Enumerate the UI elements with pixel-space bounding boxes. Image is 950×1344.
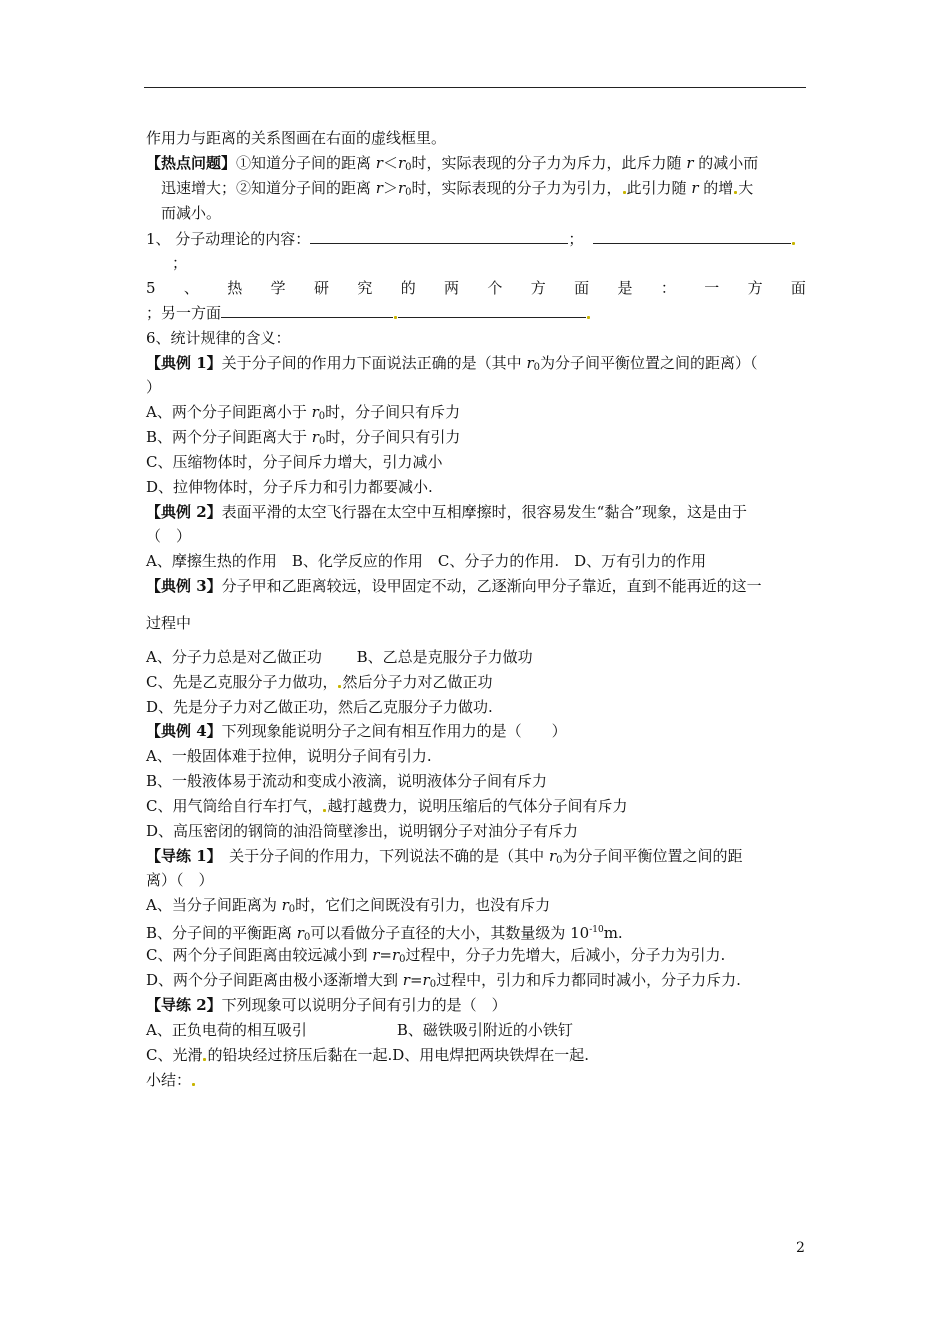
summary-line: 小结： bbox=[146, 1070, 196, 1090]
dl2-options-ab: A、正负电荷的相互吸引 B、磁铁吸引附近的小铁钉 bbox=[146, 1021, 573, 1039]
mark-dot bbox=[792, 242, 795, 245]
q5-char: 研 bbox=[313, 279, 329, 297]
dl2-options-cd: C、光滑 的铅块经过挤压后黏在一起.D、用电焊把两块铁焊在一起. bbox=[146, 1046, 590, 1064]
ex4-option-c: C、用气筒给自行车打气， 越打越费力，说明压缩后的气体分子间有斥力 bbox=[146, 797, 628, 815]
mark-dot bbox=[394, 316, 397, 319]
q5-char: 一 bbox=[704, 279, 720, 297]
mark-dot bbox=[734, 191, 737, 194]
dl1-cont: 离）（ ） bbox=[146, 871, 214, 889]
ex4-question: 【典例 4】下列现象能说明分子之间有相互作用力的是（ ） bbox=[146, 722, 567, 740]
q5-char: 究 bbox=[357, 279, 373, 297]
q5-char: 5 bbox=[146, 279, 156, 297]
q5-blank-1[interactable] bbox=[221, 304, 393, 318]
ex1-question: 【典例 1】关于分子间的作用力下面说法正确的是（其中 $r_0$为分子间平衡位置之间的距离）（ bbox=[146, 354, 758, 373]
dl1-option-b: B、分子间的平衡距离 $r_0$可以看做分子直径的大小，其数量级为 $10^{-10}m$. bbox=[146, 924, 623, 943]
q5-char: 面 bbox=[790, 279, 806, 297]
q5-char: 是 bbox=[617, 279, 633, 297]
q5-line-1 bbox=[146, 278, 806, 298]
q1-line: 1、 分子动理论的内容： ； bbox=[146, 229, 796, 249]
ex1-option-a: A、两个分子间距离小于 $r_0$时，分子间只有斥力 bbox=[146, 403, 461, 422]
q5-char: 两 bbox=[444, 279, 460, 297]
ex1-cont: ） bbox=[146, 378, 162, 396]
q6-line: 6、统计规律的含义： bbox=[146, 329, 291, 347]
ex4-tag: 【典例 4】 bbox=[146, 722, 222, 740]
page-number: 2 bbox=[796, 1240, 805, 1256]
q5-char: 面 bbox=[574, 279, 590, 297]
q5-char: ： bbox=[660, 279, 676, 297]
q1-blank-2[interactable] bbox=[593, 230, 791, 244]
dl1-option-d: D、两个分子间距离由极小逐渐增大到 $r=r_0$过程中，引力和斥力都同时减小，分子力斥力. bbox=[146, 971, 741, 990]
ex1-tag: 【典例 1】 bbox=[146, 354, 222, 372]
hot-topic-line-1: 【热点问题】①知道分子间的距离 $r<r_0$时，实际表现的分子力为斥力，此斥力随 r 的减小而 bbox=[146, 154, 759, 173]
ex2-tag: 【典例 2】 bbox=[146, 503, 222, 521]
q5-char: 热 bbox=[227, 279, 243, 297]
ex3-option-d: D、先是分子力对乙做正功，然后乙克服分子力做功. bbox=[146, 698, 493, 716]
header-rule bbox=[144, 87, 806, 88]
hot-topic-line-2: 迅速增大；②知道分子间的距离 $r>r_0$时，实际表现的分子力为引力， 此引力随 r 的增 大 bbox=[161, 179, 754, 198]
q1-blank-1[interactable] bbox=[310, 230, 568, 244]
dl2-tag: 【导练 2】 bbox=[146, 996, 222, 1014]
ex4-option-b: B、一般液体易于流动和变成小液滴，说明液体分子间有斥力 bbox=[146, 772, 548, 790]
ex3-options-ab: A、分子力总是对乙做正功 B、乙总是克服分子力做功 bbox=[146, 648, 533, 666]
q5-char: 的 bbox=[400, 279, 416, 297]
ex2-question: 【典例 2】表面平滑的太空飞行器在太空中互相摩擦时，很容易发生“黏合”现象，这是由于 bbox=[146, 503, 748, 521]
ex3-question: 【典例 3】分子甲和乙距离较远，设甲固定不动，乙逐渐向甲分子靠近，直到不能再近的这一 bbox=[146, 577, 762, 595]
ex1-option-d: D、拉伸物体时，分子斥力和引力都要减小. bbox=[146, 478, 433, 496]
hot-topic-line-3: 而减小。 bbox=[161, 204, 222, 222]
ex2-cont: （ ） bbox=[146, 527, 192, 545]
mark-dot bbox=[623, 191, 626, 194]
q5-line-2: ；另一方面 bbox=[146, 303, 591, 323]
ex3-tag: 【典例 3】 bbox=[146, 577, 222, 595]
q5-char: 个 bbox=[487, 279, 503, 297]
q5-char: 、 bbox=[183, 279, 199, 297]
dl1-question: 【导练 1】 关于分子间的作用力，下列说法不确的是（其中 $r_0$为分子间平衡位置之间的距 bbox=[146, 847, 743, 866]
q5-char: 方 bbox=[530, 279, 546, 297]
mark-dot bbox=[587, 316, 590, 319]
ex3-option-c: C、先是乙克服分子力做功， 然后分子力对乙做正功 bbox=[146, 673, 493, 691]
dl2-question: 【导练 2】下列现象可以说明分子间有引力的是（ ） bbox=[146, 996, 507, 1014]
mark-dot bbox=[192, 1083, 195, 1086]
ex4-option-a: A、一般固体难于拉伸，说明分子间有引力. bbox=[146, 747, 432, 765]
intro-line: 作用力与距离的关系图画在右面的虚线框里。 bbox=[146, 129, 447, 147]
ex1-option-c: C、压缩物体时，分子间斥力增大，引力减小 bbox=[146, 453, 443, 471]
ex4-option-d: D、高压密闭的钢筒的油沿筒壁渗出，说明钢分子对油分子有斥力 bbox=[146, 822, 579, 840]
dl1-option-c: C、两个分子间距离由较远减小到 $r=r_0$过程中，分子力先增大，后减小，分子力为引力. bbox=[146, 946, 726, 965]
ex1-option-b: B、两个分子间距离大于 $r_0$时，分子间只有引力 bbox=[146, 428, 461, 447]
ex3-cont: 过程中 bbox=[146, 614, 192, 632]
dl1-option-a: A、当分子间距离为 $r_0$时，它们之间既没有引力，也没有斥力 bbox=[146, 896, 551, 915]
ex2-options: A、摩擦生热的作用 B、化学反应的作用 C、分子力的作用. D、万有引力的作用 bbox=[146, 552, 707, 570]
dl1-tag: 【导练 1】 bbox=[146, 847, 215, 865]
hot-topic-tag: 【热点问题】 bbox=[146, 154, 237, 172]
q5-blank-2[interactable] bbox=[398, 304, 586, 318]
q5-char: 学 bbox=[270, 279, 286, 297]
q5-char: 方 bbox=[747, 279, 763, 297]
q1-cont: ； bbox=[172, 254, 188, 272]
